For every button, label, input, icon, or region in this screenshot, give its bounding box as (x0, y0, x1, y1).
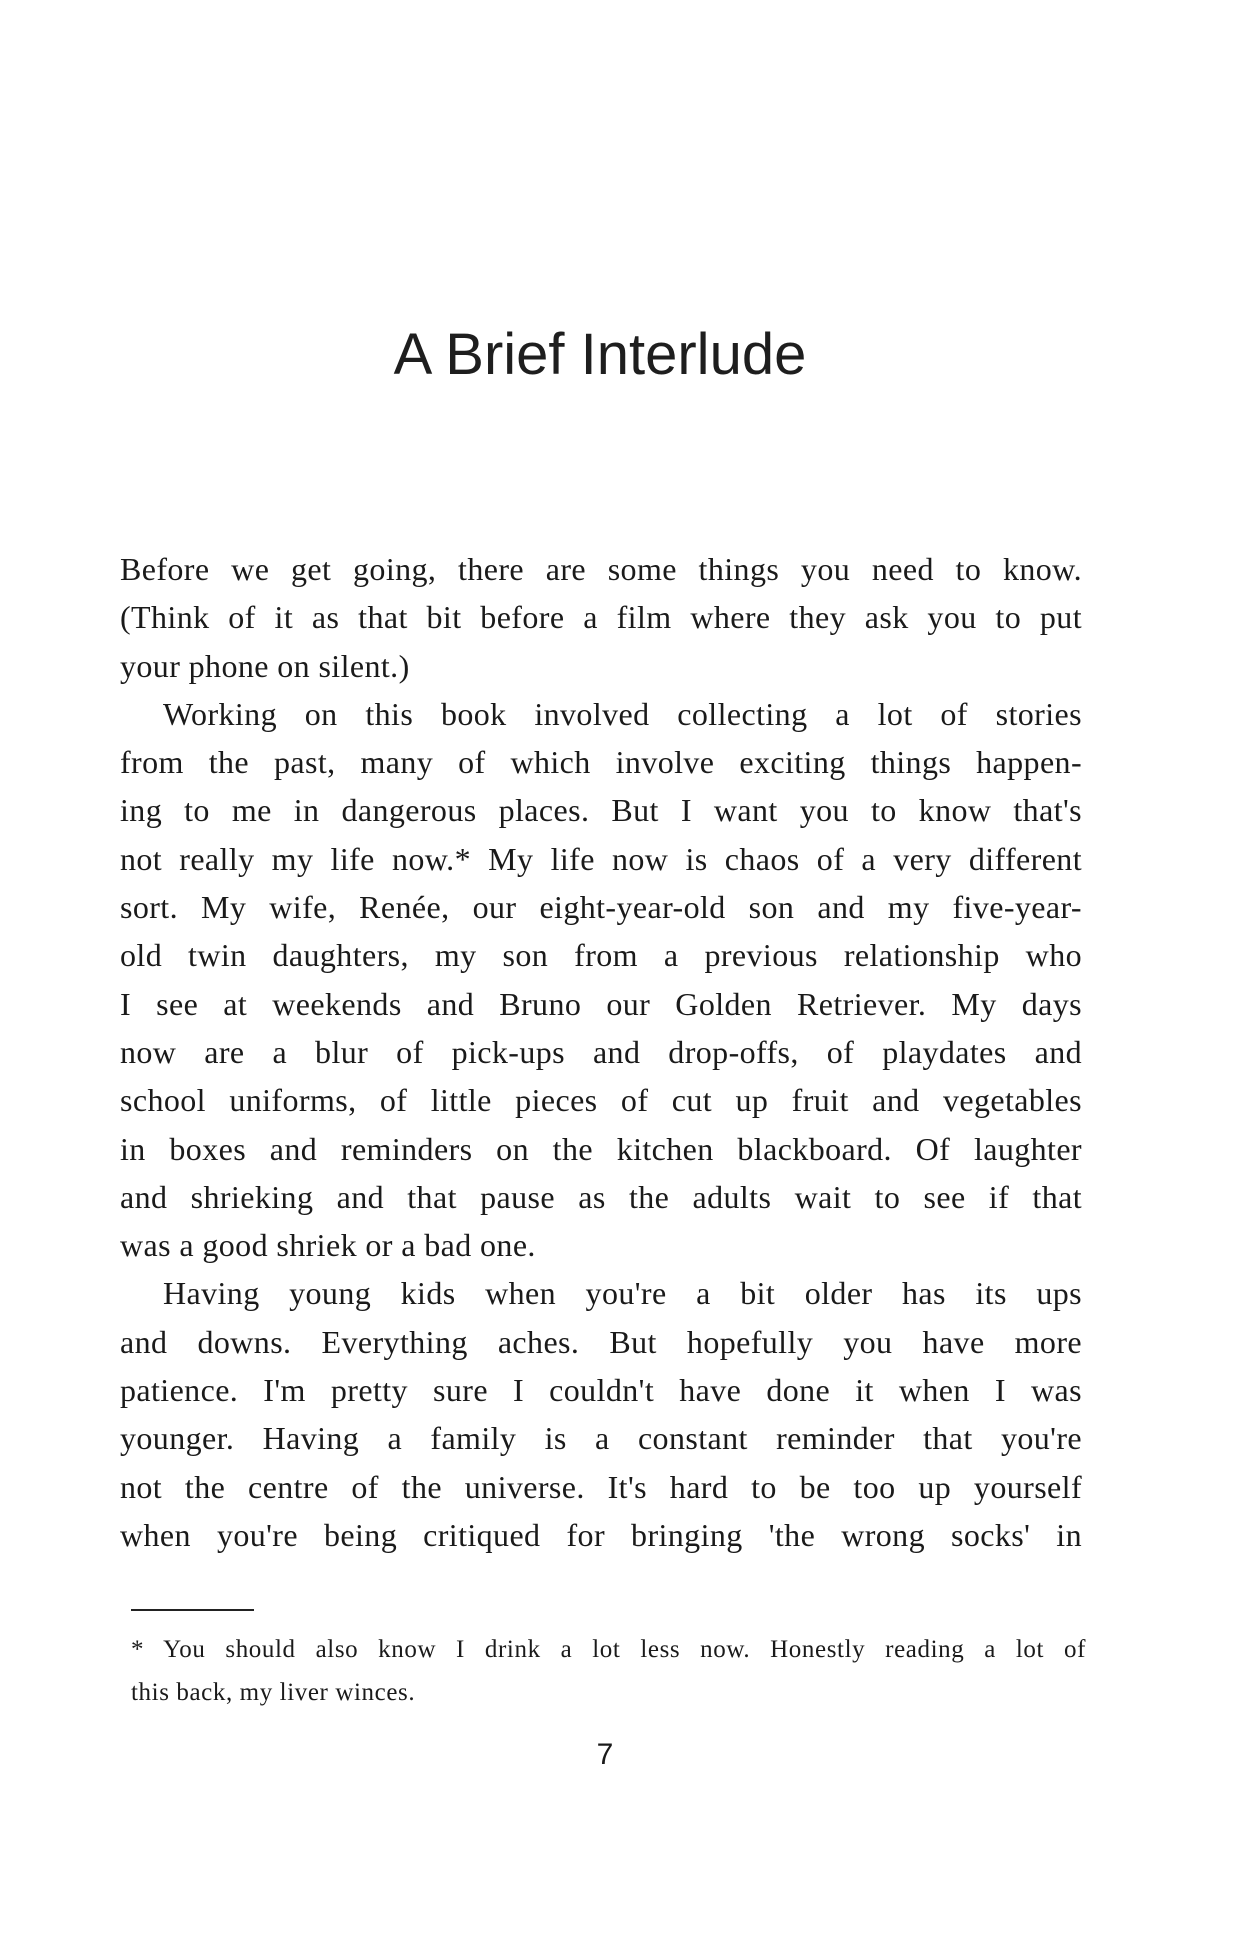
body-line: I see at weekends and Bruno our Golden Retriever. My days (120, 985, 1082, 1022)
body-line: not the centre of the universe. It's hard to be too up yourself (120, 1468, 1082, 1505)
body-text (120, 545, 1082, 1559)
body-line: Before we get going, there are some things you need to know. (120, 551, 1082, 587)
body-line: not really my life now.* My life now is chaos of a very different (120, 840, 1082, 877)
body-line: and downs. Everything aches. But hopefully you have more (120, 1323, 1082, 1360)
body-line: your phone on silent.) (120, 647, 410, 684)
body-line: when you're being critiqued for bringing 'the wrong socks' in (120, 1516, 1082, 1553)
page-number: 7 (596, 1738, 614, 1771)
body-line: Working on this book involved collecting a lot of stories (163, 695, 1082, 732)
footnote-line: * You should also know I drink a lot less now. Honestly reading a lot of (131, 1636, 1086, 1663)
body-line: (Think of it as that bit before a film where they ask you to put (120, 599, 1082, 636)
footnote-divider (131, 1609, 254, 1611)
body-line: was a good shriek or a bad one. (120, 1227, 536, 1264)
footnote-line: this back, my liver winces. (131, 1679, 416, 1706)
footnote (131, 1628, 1086, 1714)
chapter-title: A Brief Interlude (393, 321, 807, 387)
body-line: sort. My wife, Renée, our eight-year-old son and my five-year- (120, 889, 1082, 926)
body-line: patience. I'm pretty sure I couldn't have done it when I was (120, 1372, 1082, 1409)
body-line: and shrieking and that pause as the adults wait to see if that (120, 1178, 1082, 1215)
body-line: ing to me in dangerous places. But I want you to know that's (120, 792, 1082, 829)
body-line: Having young kids when you're a bit older has its ups (163, 1275, 1082, 1312)
body-line: younger. Having a family is a constant reminder that you're (120, 1420, 1082, 1457)
body-line: now are a blur of pick-ups and drop-offs, of playdates and (120, 1033, 1082, 1070)
body-line: school uniforms, of little pieces of cut up fruit and vegetables (120, 1082, 1082, 1119)
body-line: old twin daughters, my son from a previous relationship who (120, 937, 1082, 974)
body-line: from the past, many of which involve exciting things happen- (120, 744, 1082, 781)
body-line: in boxes and reminders on the kitchen blackboard. Of laughter (120, 1130, 1082, 1167)
